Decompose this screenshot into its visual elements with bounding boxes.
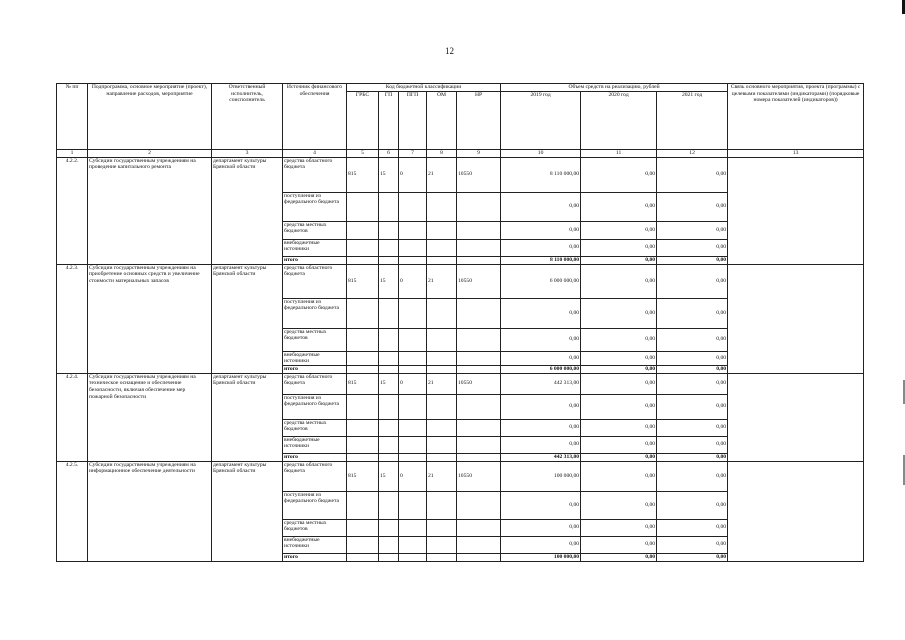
row-amount: 0,00: [501, 491, 581, 519]
row-code: [379, 365, 399, 373]
row-code: [347, 328, 379, 351]
row-source: средства областного бюджета: [283, 373, 347, 394]
row-code: [457, 436, 501, 453]
row-code: [399, 328, 427, 351]
row-code: [457, 221, 501, 239]
row-number: 4.2.4.: [57, 373, 88, 461]
row-code: [379, 453, 399, 461]
row-amount: 0,00: [501, 328, 581, 351]
row-responsible: департамент культуры Брянской области: [212, 461, 283, 561]
row-amount: 0,00: [501, 298, 581, 328]
row-amount: 0,00: [581, 419, 657, 436]
row-amount: 0,00: [501, 536, 581, 553]
row-code: [399, 221, 427, 239]
row-amount: 0,00: [657, 461, 728, 491]
row-source: средства местных бюджетов: [283, 419, 347, 436]
column-number: 10: [501, 150, 581, 158]
row-code: [379, 256, 399, 264]
row-code: [347, 491, 379, 519]
row-amount: 0,00: [581, 328, 657, 351]
row-code: 21: [427, 373, 457, 394]
budget-table: [56, 83, 864, 562]
row-source: средства областного бюджета: [283, 461, 347, 491]
row-amount: 0,00: [657, 256, 728, 264]
header-code-nr: НР: [457, 92, 501, 150]
row-code: [347, 419, 379, 436]
row-code: [399, 536, 427, 553]
row-code: [379, 221, 399, 239]
table-row: [57, 461, 864, 491]
row-amount: 0,00: [581, 365, 657, 373]
row-code: [427, 553, 457, 561]
row-amount: 442 313,00: [501, 453, 581, 461]
row-code: [457, 298, 501, 328]
row-amount: 0,00: [581, 373, 657, 394]
row-code: [379, 536, 399, 553]
row-code: [379, 328, 399, 351]
row-amount: 0,00: [501, 419, 581, 436]
row-source: внебюджетные источники: [283, 351, 347, 365]
row-code: 15: [379, 157, 399, 192]
row-code: [379, 192, 399, 221]
row-code: [457, 491, 501, 519]
row-code: 21: [427, 461, 457, 491]
row-amount: 0,00: [581, 192, 657, 221]
row-amount: 0,00: [581, 519, 657, 536]
row-amount: 100 000,00: [501, 461, 581, 491]
column-number: 8: [427, 150, 457, 158]
row-code: 815: [347, 157, 379, 192]
row-source: поступления из федерального бюджета: [283, 491, 347, 519]
row-code: [427, 365, 457, 373]
row-code: [379, 491, 399, 519]
column-number: 2: [88, 150, 212, 158]
row-code: [347, 553, 379, 561]
row-program-name: Субсидии государственным учреждениям на приобретение основных средств и увеличение стоимости материальных запасов: [88, 264, 212, 373]
row-code: [427, 298, 457, 328]
row-amount: 0,00: [501, 221, 581, 239]
row-amount: 0,00: [581, 436, 657, 453]
row-code: 815: [347, 264, 379, 298]
row-code: [399, 298, 427, 328]
row-code: [457, 553, 501, 561]
row-code: [457, 453, 501, 461]
header-volume: Объем средств на реализацию, рублей: [501, 84, 728, 92]
header-code-pgp: ПГП: [399, 92, 427, 150]
row-amount: 0,00: [657, 394, 728, 419]
row-amount: 0,00: [657, 453, 728, 461]
row-amount: 442 313,00: [501, 373, 581, 394]
row-amount: 0,00: [657, 536, 728, 553]
row-code: [379, 298, 399, 328]
row-code: [427, 419, 457, 436]
row-code: 21: [427, 157, 457, 192]
header-code-gp: ГП: [379, 92, 399, 150]
row-code: [457, 351, 501, 365]
row-code: [457, 419, 501, 436]
row-indicator-link: [728, 264, 864, 373]
row-code: [347, 436, 379, 453]
header-year-2020: 2020 год: [581, 92, 657, 150]
row-responsible: департамент культуры Брянской области: [212, 373, 283, 461]
row-code: 0: [399, 157, 427, 192]
row-amount: 0,00: [501, 394, 581, 419]
row-source: внебюджетные источники: [283, 239, 347, 256]
row-source: средства местных бюджетов: [283, 519, 347, 536]
row-code: 815: [347, 373, 379, 394]
row-code: [427, 394, 457, 419]
column-number: 12: [657, 150, 728, 158]
row-amount: 0,00: [657, 221, 728, 239]
row-code: [399, 394, 427, 419]
row-code: [427, 328, 457, 351]
row-amount: 0,00: [501, 436, 581, 453]
row-code: [347, 351, 379, 365]
row-amount: 8 110 000,00: [501, 256, 581, 264]
row-code: [457, 519, 501, 536]
row-code: 10550: [457, 461, 501, 491]
row-amount: 0,00: [657, 351, 728, 365]
row-program-name: Субсидии государственным учреждениям на информационное обеспечение деятельности: [88, 461, 212, 561]
row-amount: 6 000 000,00: [501, 365, 581, 373]
row-code: [379, 436, 399, 453]
row-source: поступления из федерального бюджета: [283, 192, 347, 221]
column-number: 1: [57, 150, 88, 158]
row-code: [379, 394, 399, 419]
header-code-grbs: ГРБС: [347, 92, 379, 150]
row-code: [347, 192, 379, 221]
row-source: поступления из федерального бюджета: [283, 394, 347, 419]
row-code: [457, 328, 501, 351]
row-code: [457, 256, 501, 264]
column-number: 6: [379, 150, 399, 158]
row-amount: 0,00: [581, 394, 657, 419]
row-code: 0: [399, 373, 427, 394]
header-year-2021: 2021 год: [657, 92, 728, 150]
row-code: [379, 519, 399, 536]
row-amount: 0,00: [657, 553, 728, 561]
row-code: 0: [399, 264, 427, 298]
row-source: итого: [283, 256, 347, 264]
header-source: Источник финансового обеспечения: [283, 84, 347, 150]
header-code-om: ОМ: [427, 92, 457, 150]
row-code: 15: [379, 373, 399, 394]
row-code: [457, 394, 501, 419]
column-number: 9: [457, 150, 501, 158]
row-code: [347, 394, 379, 419]
row-amount: 0,00: [581, 157, 657, 192]
row-code: [457, 536, 501, 553]
row-responsible: департамент культуры Брянской области: [212, 264, 283, 373]
row-amount: 0,00: [657, 298, 728, 328]
row-code: [379, 553, 399, 561]
row-code: [427, 519, 457, 536]
row-amount: 100 000,00: [501, 553, 581, 561]
row-source: итого: [283, 553, 347, 561]
row-code: [379, 239, 399, 256]
row-code: [399, 192, 427, 221]
header-budget-code: Код бюджетной классификации: [347, 84, 501, 92]
row-code: [347, 239, 379, 256]
row-number: 4.2.3.: [57, 264, 88, 373]
row-source: поступления из федерального бюджета: [283, 298, 347, 328]
row-code: [427, 221, 457, 239]
row-code: [427, 256, 457, 264]
row-code: 21: [427, 264, 457, 298]
row-amount: 0,00: [657, 157, 728, 192]
page-number: 12: [445, 46, 454, 56]
row-amount: 0,00: [581, 256, 657, 264]
row-code: [379, 419, 399, 436]
header-year-2019: 2019 год: [501, 92, 581, 150]
row-code: [347, 365, 379, 373]
row-code: [399, 519, 427, 536]
row-amount: 0,00: [501, 351, 581, 365]
row-program-name: Субсидии государственным учреждениям на техническое оснащение и обеспечение безопасности, включая обеспечение мер пожарной безопасности: [88, 373, 212, 461]
row-source: средства местных бюджетов: [283, 221, 347, 239]
row-amount: 0,00: [657, 365, 728, 373]
row-amount: 0,00: [581, 239, 657, 256]
row-code: [399, 239, 427, 256]
row-code: 15: [379, 461, 399, 491]
row-source: средства областного бюджета: [283, 157, 347, 192]
row-code: [427, 536, 457, 553]
column-number: 13: [728, 150, 864, 158]
row-code: [457, 365, 501, 373]
row-code: [347, 256, 379, 264]
row-amount: 0,00: [581, 536, 657, 553]
column-numbers-row: [57, 150, 864, 158]
row-amount: 0,00: [657, 419, 728, 436]
row-source: средства местных бюджетов: [283, 328, 347, 351]
column-number: 7: [399, 150, 427, 158]
row-code: [347, 453, 379, 461]
header-link: Связь основного мероприятия, проекта (программы) с целевыми показателями (индикаторами) (порядковые номера показателей (индикаторов)): [728, 84, 864, 150]
row-amount: 8 110 000,00: [501, 157, 581, 192]
row-indicator-link: [728, 373, 864, 461]
row-amount: 0,00: [581, 491, 657, 519]
row-code: [399, 436, 427, 453]
row-amount: 0,00: [657, 519, 728, 536]
row-code: [347, 221, 379, 239]
header-responsible: Ответственный исполнитель, соисполнитель: [212, 84, 283, 150]
row-amount: 6 000 000,00: [501, 264, 581, 298]
table-row: [57, 373, 864, 394]
row-amount: 0,00: [581, 553, 657, 561]
column-number: 4: [283, 150, 347, 158]
row-code: 0: [399, 461, 427, 491]
row-code: [427, 453, 457, 461]
row-amount: 0,00: [657, 239, 728, 256]
row-amount: 0,00: [657, 373, 728, 394]
row-code: 10550: [457, 157, 501, 192]
row-code: [347, 519, 379, 536]
row-number: 4.2.5.: [57, 461, 88, 561]
row-amount: 0,00: [501, 192, 581, 221]
row-code: [427, 351, 457, 365]
row-code: [427, 436, 457, 453]
row-code: [399, 419, 427, 436]
table-row: [57, 157, 864, 192]
row-amount: 0,00: [581, 298, 657, 328]
row-program-name: Субсидии государственным учреждениям на проведение капитального ремонта: [88, 157, 212, 264]
row-code: [399, 453, 427, 461]
row-code: [427, 491, 457, 519]
row-amount: 0,00: [581, 461, 657, 491]
row-code: 10550: [457, 373, 501, 394]
row-indicator-link: [728, 157, 864, 264]
row-code: [399, 351, 427, 365]
row-amount: 0,00: [581, 351, 657, 365]
row-amount: 0,00: [581, 453, 657, 461]
row-responsible: департамент культуры Брянской области: [212, 157, 283, 264]
row-amount: 0,00: [501, 239, 581, 256]
row-code: 15: [379, 264, 399, 298]
column-number: 11: [581, 150, 657, 158]
row-source: внебюджетные источники: [283, 436, 347, 453]
row-code: 10550: [457, 264, 501, 298]
column-number: 5: [347, 150, 379, 158]
row-code: [399, 256, 427, 264]
header-program: Подпрограмма, основное мероприятие (проект), направление расходов, мероприятие: [88, 84, 212, 150]
row-source: внебюджетные источники: [283, 536, 347, 553]
row-amount: 0,00: [581, 264, 657, 298]
row-code: [347, 298, 379, 328]
row-amount: 0,00: [657, 328, 728, 351]
row-code: [347, 536, 379, 553]
row-source: итого: [283, 453, 347, 461]
row-amount: 0,00: [657, 436, 728, 453]
row-amount: 0,00: [581, 221, 657, 239]
column-number: 3: [212, 150, 283, 158]
row-amount: 0,00: [501, 519, 581, 536]
row-code: [427, 192, 457, 221]
header-num: № пп: [57, 84, 88, 150]
row-code: [399, 365, 427, 373]
row-code: [399, 491, 427, 519]
row-source: средства областного бюджета: [283, 264, 347, 298]
row-code: [457, 192, 501, 221]
row-code: [457, 239, 501, 256]
row-code: [399, 553, 427, 561]
row-code: 815: [347, 461, 379, 491]
row-code: [427, 239, 457, 256]
row-amount: 0,00: [657, 491, 728, 519]
row-amount: 0,00: [657, 264, 728, 298]
row-amount: 0,00: [657, 192, 728, 221]
row-source: итого: [283, 365, 347, 373]
table-row: [57, 264, 864, 298]
row-number: 4.2.2.: [57, 157, 88, 264]
row-indicator-link: [728, 461, 864, 561]
row-code: [379, 351, 399, 365]
